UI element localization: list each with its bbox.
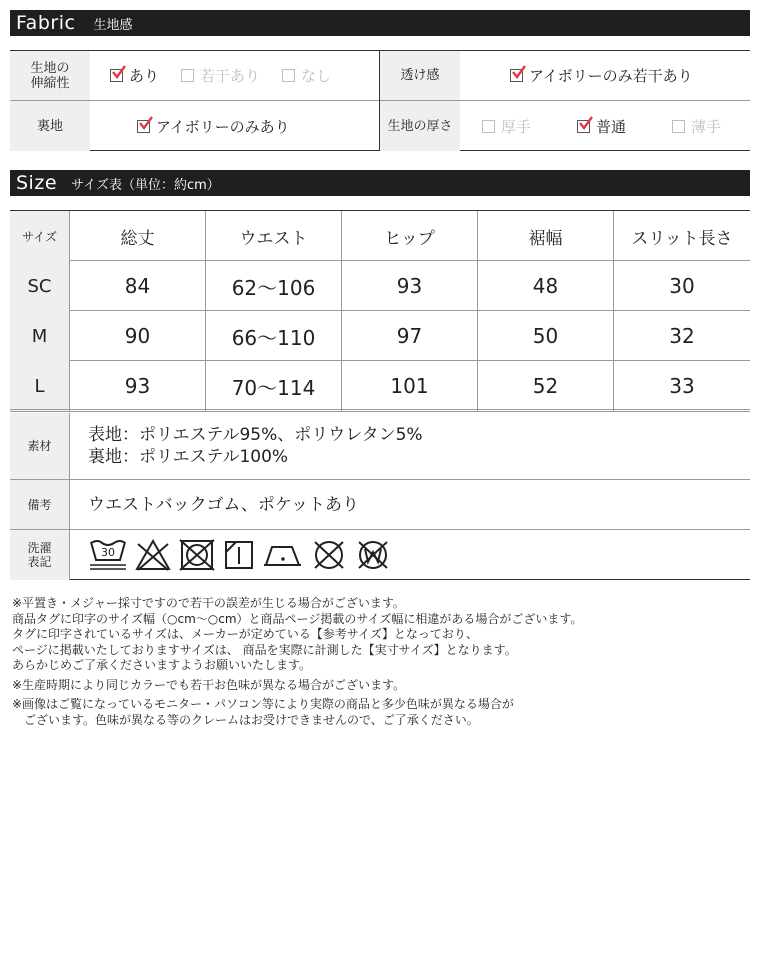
notes xyxy=(12,596,752,728)
size-header-cell: ウエスト xyxy=(206,211,342,261)
thickness-label xyxy=(380,101,460,151)
no-dry-clean-icon xyxy=(310,538,348,572)
material-row xyxy=(10,413,750,480)
care-icons xyxy=(88,538,398,572)
material-line: 表地：ポリエステル95%、ポリウレタン5% xyxy=(88,425,423,445)
fabric-title-ja: 生地感 xyxy=(93,17,133,33)
sheer-options xyxy=(510,51,750,100)
size-cell: M xyxy=(10,311,70,361)
care-label-line1: 洗濯 xyxy=(27,541,52,555)
size-header-cell: スリット長さ xyxy=(631,228,733,249)
option-label: 厚手 xyxy=(501,117,532,136)
remarks-row xyxy=(10,480,750,530)
checkbox-icon xyxy=(137,120,150,133)
size-cell: 93 xyxy=(342,261,478,311)
note-line: タグに印字されているサイズは、メーカーが定めている【参考サイズ】となっており、 xyxy=(12,627,478,641)
stretch-option-yes[interactable] xyxy=(110,65,159,86)
thickness-option-thick[interactable] xyxy=(482,116,531,137)
size-cell: 50 xyxy=(478,311,614,361)
sheer-label-text: 透け感 xyxy=(400,68,440,83)
thickness-option-thin[interactable] xyxy=(672,116,721,137)
check-mark-icon xyxy=(579,116,593,130)
table-divider xyxy=(10,409,750,412)
line-dry-shade-icon xyxy=(222,538,256,572)
thickness-option-normal[interactable] xyxy=(577,116,626,137)
stretch-option-slight[interactable] xyxy=(181,65,260,86)
size-header-cell: サイズ xyxy=(10,211,70,261)
note-line: ※平置き・メジャー採寸ですので若干の誤差が生じる場合がございます。 xyxy=(12,596,405,610)
size-row xyxy=(10,311,750,361)
care-row xyxy=(10,530,750,580)
option-label: あり xyxy=(129,67,160,85)
lining-label xyxy=(10,101,90,151)
info-table xyxy=(10,413,750,580)
remarks-label: 備考 xyxy=(10,480,70,529)
checkbox-icon xyxy=(510,69,523,82)
material-label: 素材 xyxy=(10,413,70,479)
size-cell: 90 xyxy=(70,311,206,361)
note-line: ございます。色味が異なる等のクレームはお受けできませんので、ご了承ください。 xyxy=(12,712,479,727)
fabric-row xyxy=(10,51,750,101)
size-cell: 32 xyxy=(669,324,695,348)
note-line: 商品タグに印字のサイズ幅（○cm〜○cm）と商品ページ掲載のサイズ幅に相違がある場合がございます。 xyxy=(12,611,583,626)
size-cell: 66〜110 xyxy=(206,311,342,361)
wash-30-icon xyxy=(88,538,128,572)
fabric-table xyxy=(10,50,750,151)
size-section-header xyxy=(10,170,750,196)
option-label: アイボリーのみあり xyxy=(156,117,290,136)
lining-options xyxy=(137,101,380,151)
checkbox-icon xyxy=(482,120,495,133)
material-value xyxy=(88,413,423,479)
no-wet-clean-icon xyxy=(354,538,392,572)
size-cell: 70〜114 xyxy=(206,361,342,411)
size-cell: SC xyxy=(10,261,70,311)
stretch-options xyxy=(110,51,380,100)
thickness-label-text: 生地の厚さ xyxy=(387,118,453,134)
stretch-option-none[interactable] xyxy=(282,65,331,86)
size-cell: 30 xyxy=(669,274,695,298)
care-label-line2: 表記 xyxy=(27,555,52,569)
note-line: ページに掲載いたしておりますサイズは、 商品を実際に計測した【実寸サイズ】となります。 xyxy=(12,642,517,657)
stretch-label-line2: 伸縮性 xyxy=(30,75,70,91)
size-cell: 93 xyxy=(70,361,206,411)
size-row xyxy=(10,361,750,411)
check-mark-icon xyxy=(512,65,526,79)
checkbox-icon xyxy=(282,69,295,82)
size-table xyxy=(10,210,750,410)
fabric-title-en: Fabric xyxy=(16,12,76,34)
size-cell: 52 xyxy=(478,361,614,411)
checkbox-icon xyxy=(577,120,590,133)
fabric-row xyxy=(10,101,750,151)
checkbox-icon xyxy=(672,120,685,133)
option-label: アイボリーのみ若干あり xyxy=(529,67,693,85)
sheer-option-ivory[interactable] xyxy=(510,65,693,86)
size-row xyxy=(10,261,750,311)
size-header-row xyxy=(10,211,750,261)
size-title-en: Size xyxy=(16,172,58,194)
size-header-cell: 裾幅 xyxy=(478,211,614,261)
size-cell: 33 xyxy=(669,374,695,398)
size-cell: 84 xyxy=(70,261,206,311)
note-line: ※画像はご覧になっているモニター・パソコン等により実際の商品と多少色味が異なる場合が xyxy=(12,697,514,711)
care-label xyxy=(10,530,70,580)
sheer-label xyxy=(380,51,460,100)
checkbox-icon xyxy=(110,69,123,82)
option-label: 若干あり xyxy=(200,67,261,85)
size-cell: 97 xyxy=(342,311,478,361)
fabric-divider xyxy=(379,51,380,151)
no-bleach-icon xyxy=(134,538,172,572)
check-mark-icon xyxy=(139,116,153,130)
size-cell: 101 xyxy=(342,361,478,411)
size-header-cell: ヒップ xyxy=(342,211,478,261)
lining-label-text: 裏地 xyxy=(36,118,63,134)
thickness-options xyxy=(482,101,750,151)
option-label: 薄手 xyxy=(691,117,722,136)
remarks-value: ウエストバックゴム、ポケットあり xyxy=(88,494,359,515)
checkbox-icon xyxy=(181,69,194,82)
material-line: 裏地：ポリエステル100% xyxy=(88,447,289,467)
option-label: なし xyxy=(301,67,332,85)
stretch-label-line1: 生地の xyxy=(30,60,70,76)
size-header-cell: 総丈 xyxy=(70,211,206,261)
note-line: あらかじめご了承くださいますようお願いいたします。 xyxy=(12,658,312,672)
size-cell: 48 xyxy=(478,261,614,311)
no-tumble-dry-icon xyxy=(178,538,216,572)
wash-temp-text: 30 xyxy=(101,546,115,559)
size-cell: 62〜106 xyxy=(206,261,342,311)
size-title-ja: サイズ表（単位：約cm） xyxy=(71,177,220,193)
stretch-label xyxy=(10,51,90,100)
check-mark-icon xyxy=(112,65,126,79)
iron-low-icon xyxy=(262,538,304,572)
size-cell: L xyxy=(10,361,70,411)
fabric-section-header xyxy=(10,10,750,36)
note-line: ※生産時期により同じカラーでも若干お色味が異なる場合がございます。 xyxy=(12,677,406,692)
option-label: 普通 xyxy=(596,117,627,136)
lining-option-ivory[interactable] xyxy=(137,116,290,137)
